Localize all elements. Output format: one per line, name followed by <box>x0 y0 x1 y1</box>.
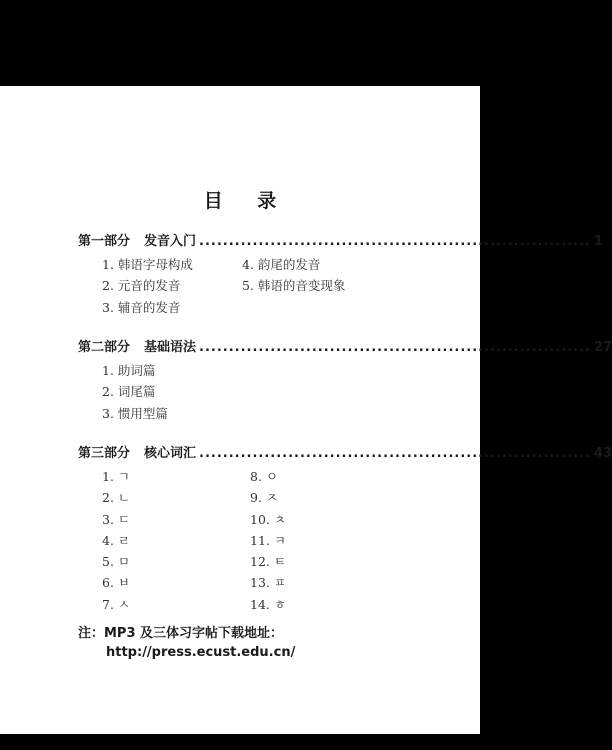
toc-item[interactable]: 2. 元音的发音 <box>102 278 181 294</box>
leader-dots: .................................................................. <box>199 234 591 249</box>
toc-item[interactable]: 13. ㅍ <box>250 575 286 591</box>
toc-item[interactable]: 8. ㅇ <box>250 469 278 484</box>
section-name: 基础语法 <box>144 340 197 355</box>
note-line: 注：MP3 及三体习字帖下载地址： <box>78 626 284 641</box>
toc-item[interactable]: 5. ㅁ <box>102 554 130 570</box>
toc-section-heading[interactable] <box>78 444 612 464</box>
toc-item[interactable]: 12. ㅌ <box>250 554 286 570</box>
toc-item[interactable]: 3. 惯用型篇 <box>102 405 168 421</box>
download-url[interactable]: http://press.ecust.edu.cn/ <box>106 645 296 660</box>
toc-item[interactable]: 2. 词尾篇 <box>102 384 156 400</box>
toc-item[interactable]: 6. ㅂ <box>102 575 130 591</box>
toc-item[interactable]: 2. ㄴ <box>102 490 130 506</box>
section-part-label: 第二部分 <box>78 340 131 355</box>
download-note <box>78 624 295 662</box>
section-name: 发音入门 <box>144 234 197 249</box>
toc-item[interactable]: 7. ㅅ <box>102 596 130 612</box>
toc-item[interactable]: 5. 韩语的音变现象 <box>242 278 346 294</box>
toc-section-heading[interactable] <box>78 338 612 358</box>
leader-dots: .................................................................. <box>199 340 591 355</box>
toc-item[interactable]: 11. ㅋ <box>250 532 286 548</box>
toc-item[interactable]: 1. ㄱ <box>102 469 130 484</box>
toc-item[interactable]: 1. 助词篇 <box>102 363 156 378</box>
section-page-number: 27 <box>593 340 612 355</box>
toc-item[interactable]: 1. 韩语字母构成 <box>102 257 193 272</box>
toc-item[interactable]: 14. ㅎ <box>250 596 286 612</box>
section-name: 核心词汇 <box>144 446 197 461</box>
toc-item-list <box>102 360 403 424</box>
section-part-label: 第一部分 <box>78 234 131 249</box>
toc-item[interactable]: 3. ㄷ <box>102 511 130 527</box>
toc-section-3 <box>78 444 612 615</box>
leader-dots: .................................................................. <box>199 446 591 461</box>
section-part-label: 第三部分 <box>78 446 131 461</box>
section-page-number: 1 <box>593 234 604 249</box>
toc-section-1 <box>78 232 604 318</box>
toc-section-2 <box>78 338 612 424</box>
document-page <box>0 86 612 734</box>
toc-section-heading[interactable] <box>78 232 604 252</box>
toc-item[interactable]: 4. ㄹ <box>102 532 130 548</box>
toc-item-list <box>102 254 403 318</box>
toc-item[interactable]: 10. ㅊ <box>250 511 286 527</box>
section-page-number: 43 <box>593 446 612 461</box>
toc-title: 目 录 <box>203 190 291 212</box>
toc-item[interactable]: 3. 辅音的发音 <box>102 299 181 315</box>
toc-item-list <box>102 466 403 615</box>
toc-item[interactable]: 4. 韵尾的发音 <box>242 257 321 272</box>
toc-item[interactable]: 9. ㅈ <box>250 490 278 506</box>
